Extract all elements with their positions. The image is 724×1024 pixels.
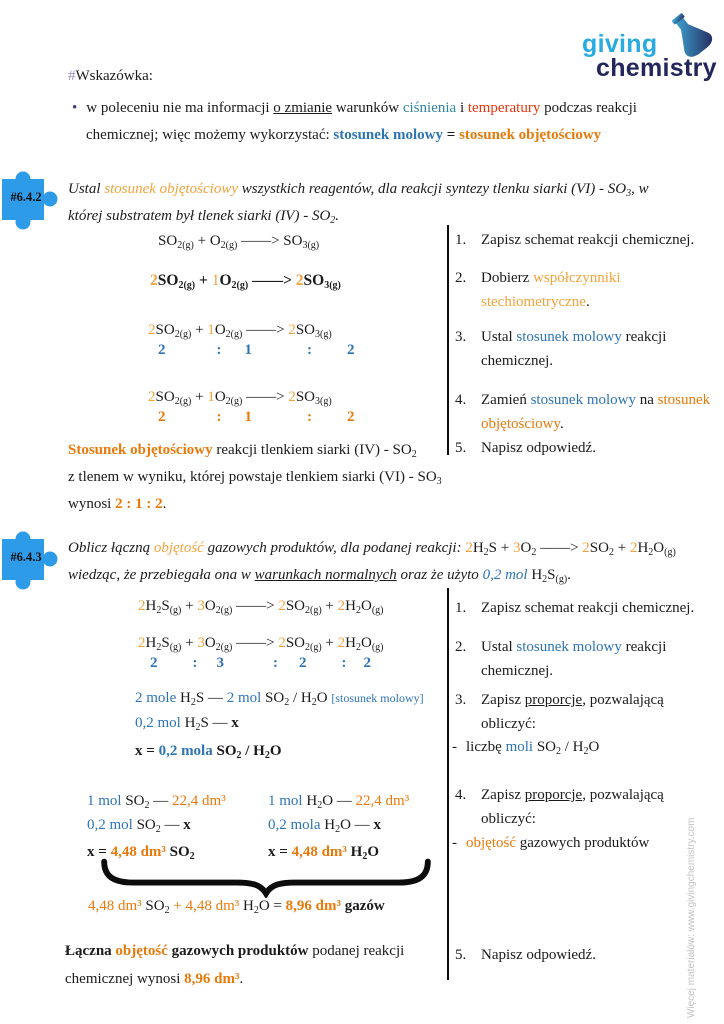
conclusion-642-line2: z tlenem w wyniku, której powstaje tlenkiem siarki $(VI) - SO_3$ (68, 469, 442, 487)
eq-643-schema: $2H_2S_{(g)} + 3O_{2(g)}$ ——> $2SO_{2(g)} + 2H_2O_{(g)}$ (138, 598, 384, 616)
volume-so2-result: x = 4,48 dm³ $SO_2$ (87, 844, 195, 862)
ratio-token: 3 (216, 655, 224, 671)
ratio-token: : (273, 655, 278, 671)
answer-643-line2: chemicznej wynosi 8,96 dm³. (65, 971, 244, 987)
step-643-2b: chemicznej. (481, 663, 554, 679)
eq-643-molar: $2H_2S_{(g)} + 3O_{2(g)}$ ——> $2SO_{2(g)} + 2H_2O_{(g)}$ (138, 635, 384, 653)
volume-h2o-result: x = 4,48 dm³ $H_2O$ (268, 844, 379, 862)
ratio-volume-642 (158, 407, 355, 427)
step-number: 1. (455, 600, 467, 616)
step-number: 2. (455, 639, 467, 655)
volume-h2o-line2: 0,2 mola $H_2O$ — x (268, 817, 381, 835)
eq-642-balanced: $2SO_{2(g)} + 1O_{2(g)}$ ——> $2SO_{3(g)}$ (150, 272, 341, 291)
task-642-line2: której substratem był tlenek siarki $(IV) - SO_2$. (68, 208, 340, 226)
puzzle-badge-label: #6.4.2 (10, 190, 42, 204)
step-number: 2. (455, 270, 467, 286)
ratio-molar-643 (150, 653, 371, 673)
hint-bullet-line1: • w poleceniu nie ma informacji o zmianie warunków ciśnienia i temperatury podczas reakcji (72, 100, 637, 116)
proportion-moles-line1: 2 mole $H_2S$ — 2 mol $SO_2 / H_2O$ [stosunek molowy] (135, 690, 424, 708)
ratio-token: : (192, 655, 198, 671)
ratio-token: 1 (244, 409, 252, 425)
eq-642-molar: $2SO_{2(g)} + 1O_{2(g)}$ ——> $2SO_{3(g)}$ (148, 322, 332, 340)
step-642-4: 4. Zamień stosunek molowy na stosunek (455, 392, 711, 408)
puzzle-badge-643 (0, 526, 62, 590)
step-643-2: 2. Ustal stosunek molowy reakcji (455, 639, 667, 655)
step-number: 3. (455, 692, 467, 708)
task-643-line1: Oblicz łączną objętość gazowych produktów, dla podanej reakcji: $2H_2S + 3O_2$ ——> $2SO_2 + 2H_2O_{(g)}$ (68, 540, 676, 558)
volume-so2-line2: 0,2 mol $SO_2$ — x (87, 817, 191, 835)
step-643-3: 3. Zapisz proporcje, pozwalającą (455, 692, 664, 708)
brand-logo (582, 12, 720, 82)
conclusion-642-line3: wynosi 2 : 1 : 2. (68, 496, 167, 512)
conclusion-642-line1: Stosunek objętościowy reakcji tlenkiem siarki $(IV) - SO_2$ (68, 442, 417, 460)
step-643-1: 1. Zapisz schemat reakcji chemicznej. (455, 600, 695, 616)
vertical-divider-642 (447, 225, 449, 455)
step-643-3-bullet: - liczbę moli $SO_2 / H_2O$ (452, 739, 600, 757)
puzzle-badge-642 (0, 166, 62, 230)
eq-642-volume: $2SO_{2(g)} + 1O_{2(g)}$ ——> $2SO_{3(g)}$ (148, 389, 332, 407)
step-642-2: 2. Dobierz współczynniki (455, 270, 621, 286)
flask-icon (664, 12, 718, 60)
step-643-4b: obliczyć: (481, 811, 536, 827)
answer-643-line1: Łączna objętość gazowych produktów podanej reakcji (65, 943, 405, 959)
step-642-1: 1. Zapisz schemat reakcji chemicznej. (455, 232, 695, 248)
ratio-token: : (216, 409, 222, 425)
step-number: 3. (455, 329, 467, 345)
vertical-divider-643 (447, 588, 449, 980)
puzzle-badge-label: #6.4.3 (10, 550, 42, 564)
ratio-token: : (216, 342, 222, 358)
hint-title: #Wskazówka: (68, 68, 153, 84)
ratio-molar-642 (158, 340, 355, 360)
step-642-3b: chemicznej. (481, 353, 554, 369)
proportion-moles-result: x = 0,2 mola $SO_2 / H_2O$ (135, 743, 282, 761)
volume-so2-line1: 1 mol $SO_2$ — 22,4 dm³ (87, 793, 226, 811)
proportion-moles-line2: 0,2 mol $H_2S$ — x (135, 715, 239, 733)
dash-bullet: - (452, 739, 457, 755)
step-643-5: 5. Napisz odpowiedź. (455, 947, 596, 963)
task-643-line2: wiedząc, że przebiegała ona w warunkach normalnych oraz że użyto 0,2 mol $H_2S_{(g)}$. (68, 567, 571, 585)
ratio-token: 2 (150, 655, 158, 671)
step-number: 5. (455, 947, 467, 963)
dash-bullet: - (452, 835, 457, 851)
step-643-4: 4. Zapisz proporcje, pozwalającą (455, 787, 664, 803)
step-number: 5. (455, 440, 467, 456)
volume-h2o-line1: 1 mol $H_2O$ — 22,4 dm³ (268, 793, 410, 811)
footer-vertical-link: Więcej materiałów: www.givingchemistry.com (686, 817, 697, 1018)
ratio-token: 2 (347, 409, 355, 425)
step-642-2b: stechiometryczne. (481, 294, 590, 310)
step-number: 4. (455, 392, 467, 408)
task-642-line1: Ustal stosunek objętościowy wszystkich reagentów, dla reakcji syntezy tlenku siarki $(VI) - SO_3$, w (68, 181, 649, 199)
step-643-4-bullet: - objętość gazowych produktów (452, 835, 650, 851)
eq-642-schema: $SO_{2(g)} + O_{2(g)}$ ——> $SO_{3(g)}$ (158, 233, 320, 251)
ratio-token: : (307, 409, 312, 425)
ratio-token: : (341, 655, 347, 671)
ratio-token: 1 (244, 342, 252, 358)
ratio-token: 2 (158, 409, 166, 425)
step-642-4b: objętościowy. (481, 416, 564, 432)
step-642-3: 3. Ustal stosunek molowy reakcji (455, 329, 667, 345)
step-number: 1. (455, 232, 467, 248)
curly-brace-icon (82, 858, 450, 898)
ratio-token: 2 (347, 342, 355, 358)
hint-bullet-line2: chemicznej; więc możemy wykorzystać: stosunek molowy = stosunek objętościowy (86, 127, 602, 143)
step-number: 4. (455, 787, 467, 803)
logo-chemistry-text: chemistry (596, 54, 717, 82)
ratio-token: : (307, 342, 312, 358)
ratio-token: 2 (158, 342, 166, 358)
ratio-token: 2 (363, 655, 371, 671)
sum-line: 4,48 dm³ $SO_2 + 4,48$ dm³ $H_2O = 8,96$ dm³ gazów (88, 898, 385, 916)
logo-giving-text: giving (582, 30, 658, 58)
step-643-3b: obliczyć: (481, 716, 536, 732)
step-642-5: 5. Napisz odpowiedź. (455, 440, 596, 456)
ratio-token: 2 (299, 655, 307, 671)
